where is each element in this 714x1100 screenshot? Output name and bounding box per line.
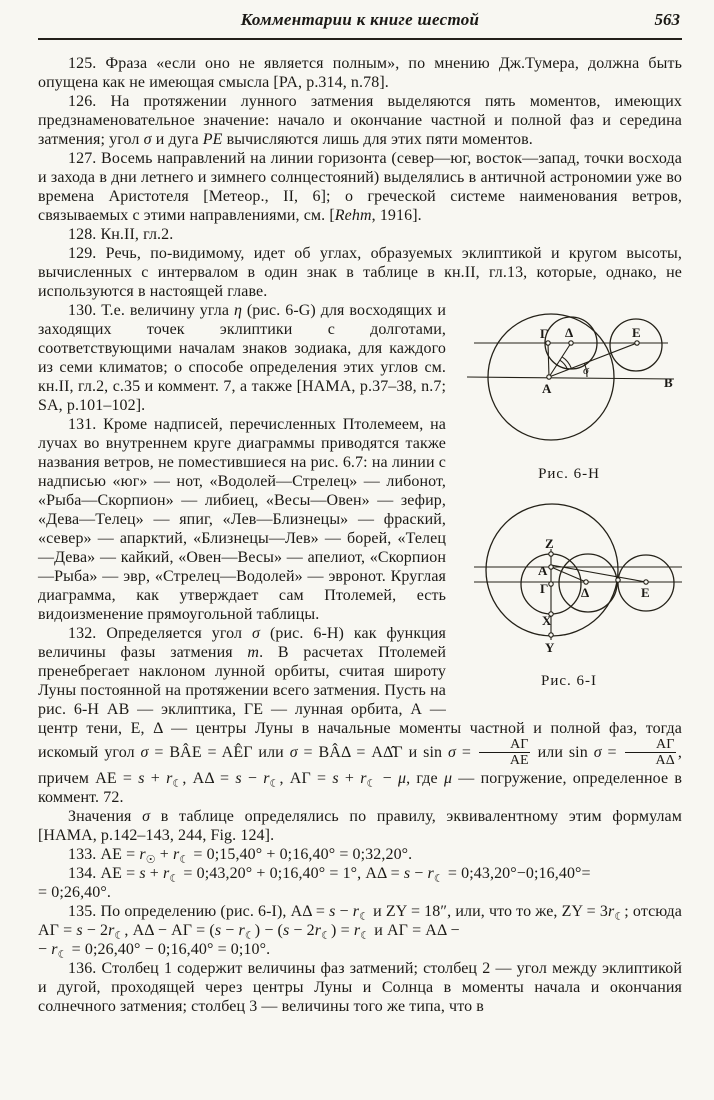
- text-run: 125. Фраза «если оно не является полным», по мнению Дж.Тумера, должна быть опущена как не имеющая смысла [PA, p.314, n.78].: [38, 55, 682, 91]
- text-run: = 0;43,20° + 0;16,40° = 1°, АΔ =: [179, 865, 404, 882]
- text-run: , где: [406, 770, 444, 787]
- paragraph-129: [38, 244, 682, 301]
- text-run: . В расчетах Птолемей пренебрегает наклоном лунной орбиты, считая широту Луны постоянной на протяжении всего затмения. Пусть на рис. 6-H АВ — эклиптика, ГЕ — лунная орбита, А — центр тени, Е, Δ — центры Луны в начальные моменты частной и полной фаз, тогда искомый угол: [38, 644, 682, 762]
- header-rule: [38, 38, 682, 40]
- text-run: −: [376, 770, 398, 787]
- text-run: =: [601, 744, 623, 762]
- italic-run: s: [76, 922, 83, 939]
- text-run: 130. Т.е. величину угла: [68, 302, 234, 319]
- radius-symbol: $r_☾$: [172, 846, 190, 866]
- text-run: − 2: [82, 922, 109, 939]
- text-run: 126. На протяжении лунного затмения выделяются пять моментов, имеющих предзнаменовательное значение: начало и окончание частной и полной фаз и середина затмения; угол: [38, 93, 682, 148]
- segment-a-e: [549, 343, 637, 377]
- text-run: , АΔ =: [182, 770, 236, 787]
- text-run: − 2: [289, 922, 315, 939]
- point-z: [549, 552, 553, 556]
- radius-symbol: $r_☾$: [353, 922, 371, 942]
- text-run: ; отсюда АГ =: [38, 903, 682, 939]
- label-z: Z: [545, 536, 554, 551]
- segment-a-delta: [551, 567, 586, 582]
- text-run: и АГ = АΔ −: [370, 922, 460, 939]
- text-run: Значения: [68, 808, 143, 825]
- text-run: −: [335, 903, 353, 920]
- text-run: — погружение, определенное в коммент. 72.: [38, 770, 683, 806]
- running-header: [38, 10, 682, 34]
- fraction: $\frac{АГ}{АЕ}$: [477, 737, 532, 768]
- text-run: =: [455, 744, 477, 762]
- italic-run: s: [139, 865, 146, 882]
- text-run: +: [144, 770, 167, 787]
- figure-6i-caption: Рис. 6-I: [540, 673, 598, 689]
- italic-run: σ: [142, 808, 151, 825]
- point-a: [546, 375, 550, 379]
- text-run: = 0;26,40° − 0;16,40° = 0;10°.: [67, 941, 271, 958]
- paragraph-133: [38, 845, 682, 864]
- figure-6h-caption: Рис. 6-H: [538, 466, 600, 482]
- label-gamma: Г: [540, 581, 549, 596]
- point-e: [644, 580, 648, 584]
- text-run: = BÂΔ = AΔ̂Г и sin: [297, 744, 448, 762]
- text-run: 132. Определяется угол: [68, 625, 253, 642]
- italic-run: PE: [202, 131, 223, 148]
- point-gamma: [549, 582, 553, 586]
- radius-symbol: $r_☾$: [108, 922, 125, 942]
- text-block: [38, 54, 682, 1016]
- italic-run: σ: [593, 744, 602, 762]
- text-run: , АΔ − АГ = (: [124, 922, 215, 939]
- text-run: (рис. 6-H) как функция величины фазы затмения: [38, 625, 446, 661]
- text-run: 127. Восемь направлений на линии горизонта (север—юг, восток—запад, точки восхода и захода в дни летнего и зимнего солнцестояний) выделялись в античной астрономии уже во времена Аристотеля [Метеор., II, 6]; о греческой системе наименования ветров, связываемых с этими направлениями, см. [: [38, 150, 682, 224]
- segment-a-gamma: [548, 343, 549, 377]
- text-run: +: [155, 846, 173, 863]
- italic-run: s: [214, 922, 222, 939]
- text-run: 133. АЕ =: [68, 846, 140, 863]
- segment-a-delta: [549, 343, 571, 377]
- radius-symbol: $r_☾$: [607, 903, 625, 923]
- italic-run: σ: [140, 744, 149, 762]
- point-delta: [584, 580, 588, 584]
- text-run: = 0;15,40° + 0;16,40° = 0;32,20°.: [189, 846, 413, 863]
- point-a: [549, 565, 553, 569]
- point-delta: [568, 341, 572, 345]
- text-run: 129. Речь, по-видимому, идет об углах, образуемых эклиптикой и кругом высоты, вычисленных с интервалом в один знак в таблице в кн.II, гл.13, которые, однако, не используются в настоящей главе.: [38, 245, 682, 300]
- label-x: X: [542, 613, 552, 628]
- italic-run: μ: [398, 770, 407, 787]
- text-run: = 0;43,20°−0;16,40°=: [443, 865, 591, 882]
- text-run: 135. По определению (рис. 6-I), АΔ =: [68, 903, 330, 920]
- paragraph-128: [38, 225, 682, 244]
- text-run: в таблице определялись по правилу, эквивалентному этим формулам [HAMA, p.142–143, 244, Fig. 124].: [38, 808, 682, 844]
- paragraph-135: [38, 902, 682, 959]
- italic-run: σ: [252, 625, 261, 642]
- italic-run: η: [233, 302, 242, 319]
- text-run: −: [221, 922, 239, 939]
- italic-run: s: [329, 903, 336, 920]
- radius-symbol: $r_☾$: [360, 770, 377, 790]
- header-title: Комментарии к книге шестой: [240, 10, 480, 29]
- label-sigma: σ: [582, 363, 589, 377]
- text-run: , 1916].: [371, 207, 422, 224]
- text-run: = 0;26,40°.: [38, 884, 111, 901]
- radius-symbol: $r_☾$: [166, 770, 183, 790]
- paragraph-136: [38, 959, 682, 1016]
- radius-symbol: $r_☾$: [314, 922, 332, 942]
- text-run: 128. Кн.II, гл.2.: [68, 226, 174, 243]
- text-run: = BÂE = AÊГ или: [148, 744, 290, 762]
- text-run: и дуга: [151, 131, 203, 148]
- paragraph-132-cont: [38, 807, 682, 845]
- italic-run: s: [332, 770, 339, 787]
- text-run: (рис. 6-G) для восходящих и заходящих точек эклиптики с долготами, соответствующими началам знаков зодиака, для каждого из семи климатов; о способе определения этих углов см. кн.II, гл.2, с.35 и коммент. 7, а также [HAMA, p.37–38, n.7; SA, p.101–102].: [38, 302, 446, 414]
- label-y: Y: [545, 640, 555, 655]
- label-a: A: [541, 381, 551, 396]
- figure-6i-diagram: [456, 492, 686, 670]
- radius-symbol: $r_☉$: [139, 846, 156, 866]
- italic-run: Rehm: [334, 207, 372, 224]
- radius-symbol: $r_☾$: [427, 865, 444, 885]
- radius-symbol: $r_☾$: [238, 922, 255, 942]
- text-run: , причем АЕ =: [38, 744, 682, 787]
- text-run: 136. Столбец 1 содержит величины фаз затмений; столбец 2 — угол между эклиптикой и дугой, проходящей через центры Луны и Солнца в моменты начала и окончания солнечного затмения; столбец 3 — величины того же типа, что в: [38, 960, 682, 1015]
- text-run: ) =: [331, 922, 354, 939]
- text-run: ) − (: [254, 922, 283, 939]
- ecliptic-line: [467, 377, 674, 379]
- paragraph-125: [38, 54, 682, 92]
- paragraph-134: [38, 864, 682, 902]
- text-run: +: [145, 865, 164, 882]
- italic-run: s: [138, 770, 145, 787]
- radius-symbol: $r_☾$: [51, 941, 68, 961]
- page-number: 563: [654, 10, 680, 29]
- figure-6h: [456, 303, 682, 484]
- text-run: −: [38, 941, 52, 958]
- label-delta: Δ: [564, 325, 573, 340]
- paragraph-127: [38, 149, 682, 225]
- italic-run: s: [235, 770, 242, 787]
- text-run: 134. АЕ =: [68, 865, 140, 882]
- text-run: 131. Кроме надписей, перечисленных Птолемеем, на лучах во внутреннем круге диаграммы приводятся также названия ветров, не поместившиеся на рис. 6.7: на линии с надписью «юг» — нот, «Водолей—Стрелец» — либонот, «Рыба—Скорпион» — либиец, «Весы—Овен» — зефир, «Дева—Телец» — япиг, «Лев—Близнецы» — фраский, «север» — апарктий, «Близнецы—Лев» — борей, «Телец—Дева» — кайкий, «Овен—Весы» — апелиот, «Скорпион—Рыба» — эвр, «Стрелец—Водолей» — эвронот. Круглая диаграмма, как утверждает сам Птолемей, есть видоизменение прямоугольной таблицы.: [38, 416, 446, 623]
- label-gamma: Г: [539, 326, 548, 341]
- label-e: E: [641, 585, 650, 600]
- point-e: [634, 341, 638, 345]
- italic-run: σ: [447, 744, 456, 762]
- radius-symbol: $r_☾$: [352, 903, 370, 923]
- text-run: вычисляются лишь для этих пяти моментов.: [222, 131, 533, 148]
- italic-run: μ: [443, 770, 453, 787]
- italic-run: s: [403, 865, 411, 882]
- italic-run: σ: [143, 131, 152, 148]
- label-e: E: [631, 325, 641, 340]
- label-a: A: [538, 563, 548, 578]
- text-run: −: [241, 770, 264, 787]
- text-run: или sin: [531, 744, 594, 762]
- radius-symbol: $r_☾$: [163, 865, 180, 885]
- figure-6i: [456, 492, 682, 691]
- fraction: $\frac{АГ}{А\Delta}$: [623, 737, 678, 768]
- label-delta: Δ: [581, 585, 590, 600]
- text-run: −: [410, 865, 428, 882]
- italic-run: σ: [289, 744, 298, 762]
- figure-column: [456, 303, 682, 699]
- text-run: , АГ =: [279, 770, 333, 787]
- label-b: B: [663, 375, 673, 390]
- point-y: [549, 633, 553, 637]
- radius-symbol: $r_☾$: [263, 770, 280, 790]
- point-gamma: [545, 341, 549, 345]
- text-run: +: [338, 770, 361, 787]
- point-crossing: [616, 578, 620, 582]
- italic-run: s: [282, 922, 290, 939]
- text-run: и ZY = 18″, или, что то же, ZY = 3: [369, 903, 608, 920]
- paragraph-126: [38, 92, 682, 149]
- italic-run: m: [247, 644, 260, 661]
- figure-6h-diagram: [462, 303, 677, 463]
